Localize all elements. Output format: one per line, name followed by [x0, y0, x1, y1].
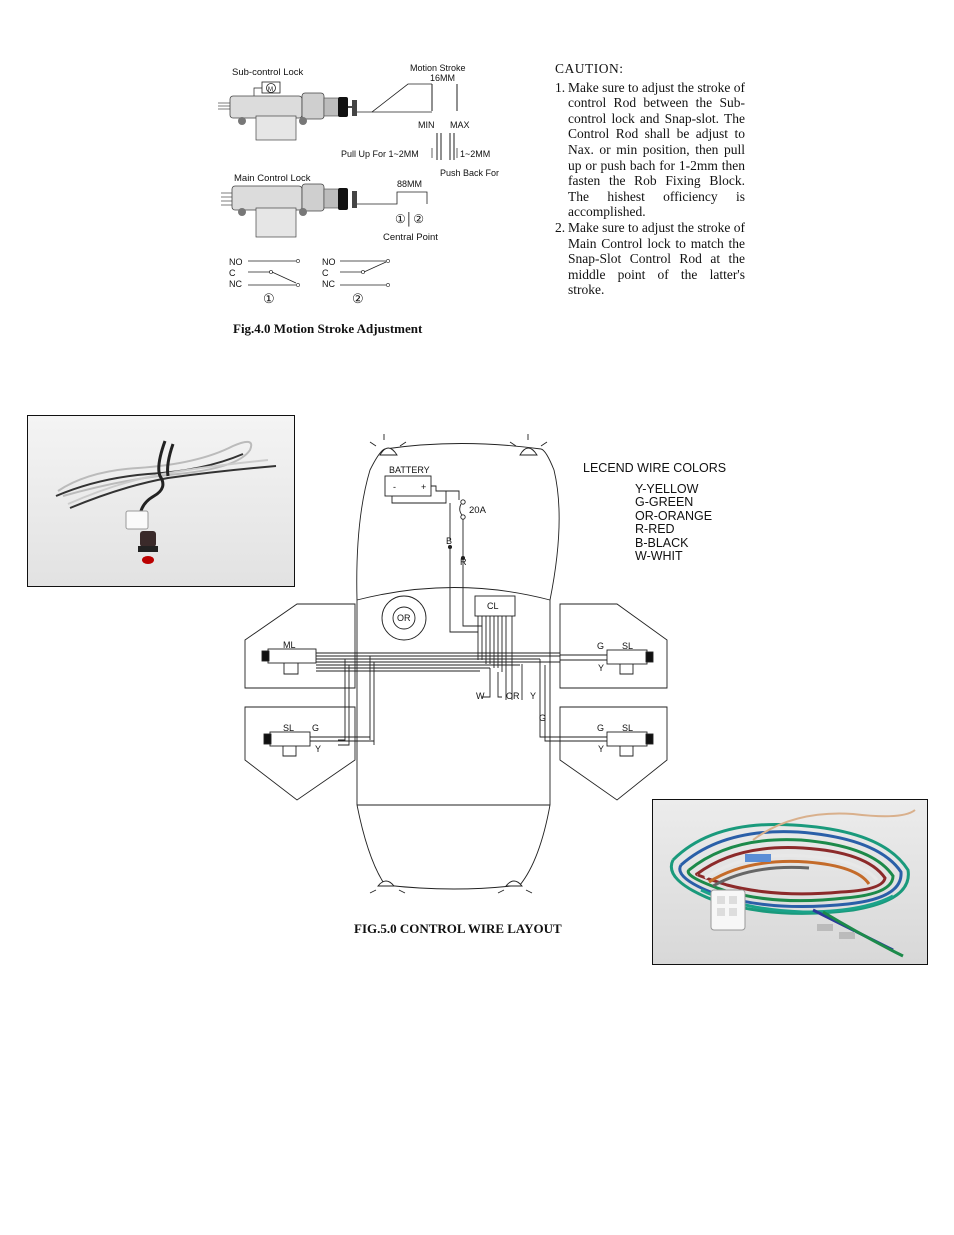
sl-front-right-label: SL: [622, 641, 634, 651]
battery-label: BATTERY: [389, 465, 430, 475]
legend-item: B-BLACK: [635, 536, 689, 550]
headlight-left-icon: [380, 448, 397, 455]
sl-rear-left-label: SL: [283, 723, 295, 733]
pull-up-label: Pull Up For 1~2MM: [341, 149, 419, 159]
door-rear-right: [560, 707, 667, 800]
fuse-icon: [461, 500, 465, 504]
door-rear-left: [245, 707, 355, 800]
legend-title: LECEND WIRE COLORS: [583, 461, 727, 475]
points-pair-label: ①│②: [395, 212, 425, 226]
legend-item: Y-YELLOW: [635, 482, 699, 496]
battery-plus: +: [421, 482, 427, 492]
motion-stroke-label: Motion Stroke: [410, 63, 466, 73]
caution-item: 1. Make sure to adjust the stroke of control Rod between the Sub-control lock and Snap-slot. The Control Rod shall be adjust to Nax. or min position, then pull up or push bach for 1-2mm then fasten the Rob Fixing Block. The hishest officiency is accomplished.: [555, 79, 745, 220]
headlight-right-icon: [520, 448, 537, 455]
caution-block: [555, 61, 745, 298]
fig5-caption: FIG.5.0 CONTROL WIRE LAYOUT: [354, 921, 562, 936]
stroke-16mm-label: 16MM: [430, 73, 456, 83]
main-control-lock-label: Main Control Lock: [234, 173, 311, 184]
svg-text:NC: NC: [229, 279, 242, 289]
legend-item: OR-ORANGE: [635, 509, 713, 523]
legend-item: R-RED: [635, 522, 675, 536]
svg-text:NO: NO: [229, 257, 243, 267]
switch-diagram-1: [229, 257, 300, 306]
or-unit-label: OR: [397, 613, 411, 623]
or-wire-label: OR: [506, 691, 520, 701]
min-label: MIN: [418, 120, 435, 130]
control-unit-label: CL: [487, 601, 499, 611]
svg-text:C: C: [322, 268, 329, 278]
y-rear-right-label: Y: [598, 744, 605, 754]
taillight-right-icon: [506, 881, 522, 886]
taillight-left-icon: [378, 881, 394, 886]
wire-harness-photo: [652, 799, 928, 965]
central-point-label: Central Point: [383, 232, 438, 243]
stroke-8mm-label: 88MM: [397, 179, 423, 189]
y-wire-label: Y: [530, 691, 537, 701]
g-wire-label: G: [539, 713, 547, 723]
wire-b-label: B: [446, 536, 453, 546]
switch-2-number: ②: [352, 291, 364, 306]
battery-minus: -: [393, 482, 396, 492]
sub-control-lock-label: Sub-control Lock: [232, 67, 304, 78]
door-front-left: [245, 604, 355, 688]
g-rear-right-label: G: [597, 723, 605, 733]
svg-text:NC: NC: [322, 279, 335, 289]
fig4-diagram: [218, 63, 499, 306]
wire-r-label: R: [460, 557, 467, 567]
sl-rear-right-label: SL: [622, 723, 634, 733]
g-front-right-label: G: [597, 641, 605, 651]
svg-text:NO: NO: [322, 257, 336, 267]
fig4-caption: Fig.4.0 Motion Stroke Adjustment: [233, 321, 423, 336]
caution-title: CAUTION:: [555, 61, 624, 76]
g-rear-left-label: G: [312, 723, 320, 733]
ml-label: ML: [283, 640, 296, 650]
legend-item: G-GREEN: [635, 495, 694, 509]
range-1-2mm-label: 1~2MM: [460, 149, 491, 159]
led-switch-cable-photo: [27, 415, 295, 587]
fuse-label: 20A: [469, 505, 486, 516]
caution-item: 2. Make sure to adjust the stroke of Main Control lock to match the Snap-Slot Control Rod at the middle point of the latter's stroke.: [555, 219, 745, 298]
svg-text:C: C: [229, 268, 236, 278]
switch-1-number: ①: [263, 291, 275, 306]
door-front-right: [560, 604, 667, 688]
car-body-outline: [357, 449, 559, 600]
legend-item: W-WHIT: [635, 549, 683, 563]
push-back-label: Push Back For: [440, 168, 500, 178]
max-label: MAX: [450, 120, 470, 130]
motor-symbol: M: [268, 87, 273, 93]
y-front-right-label: Y: [598, 663, 605, 673]
main-control-lock-drawing: [221, 184, 427, 237]
w-wire-label: W: [476, 691, 485, 701]
switch-diagram-2: [322, 257, 390, 306]
y-rear-left-label: Y: [315, 744, 322, 754]
